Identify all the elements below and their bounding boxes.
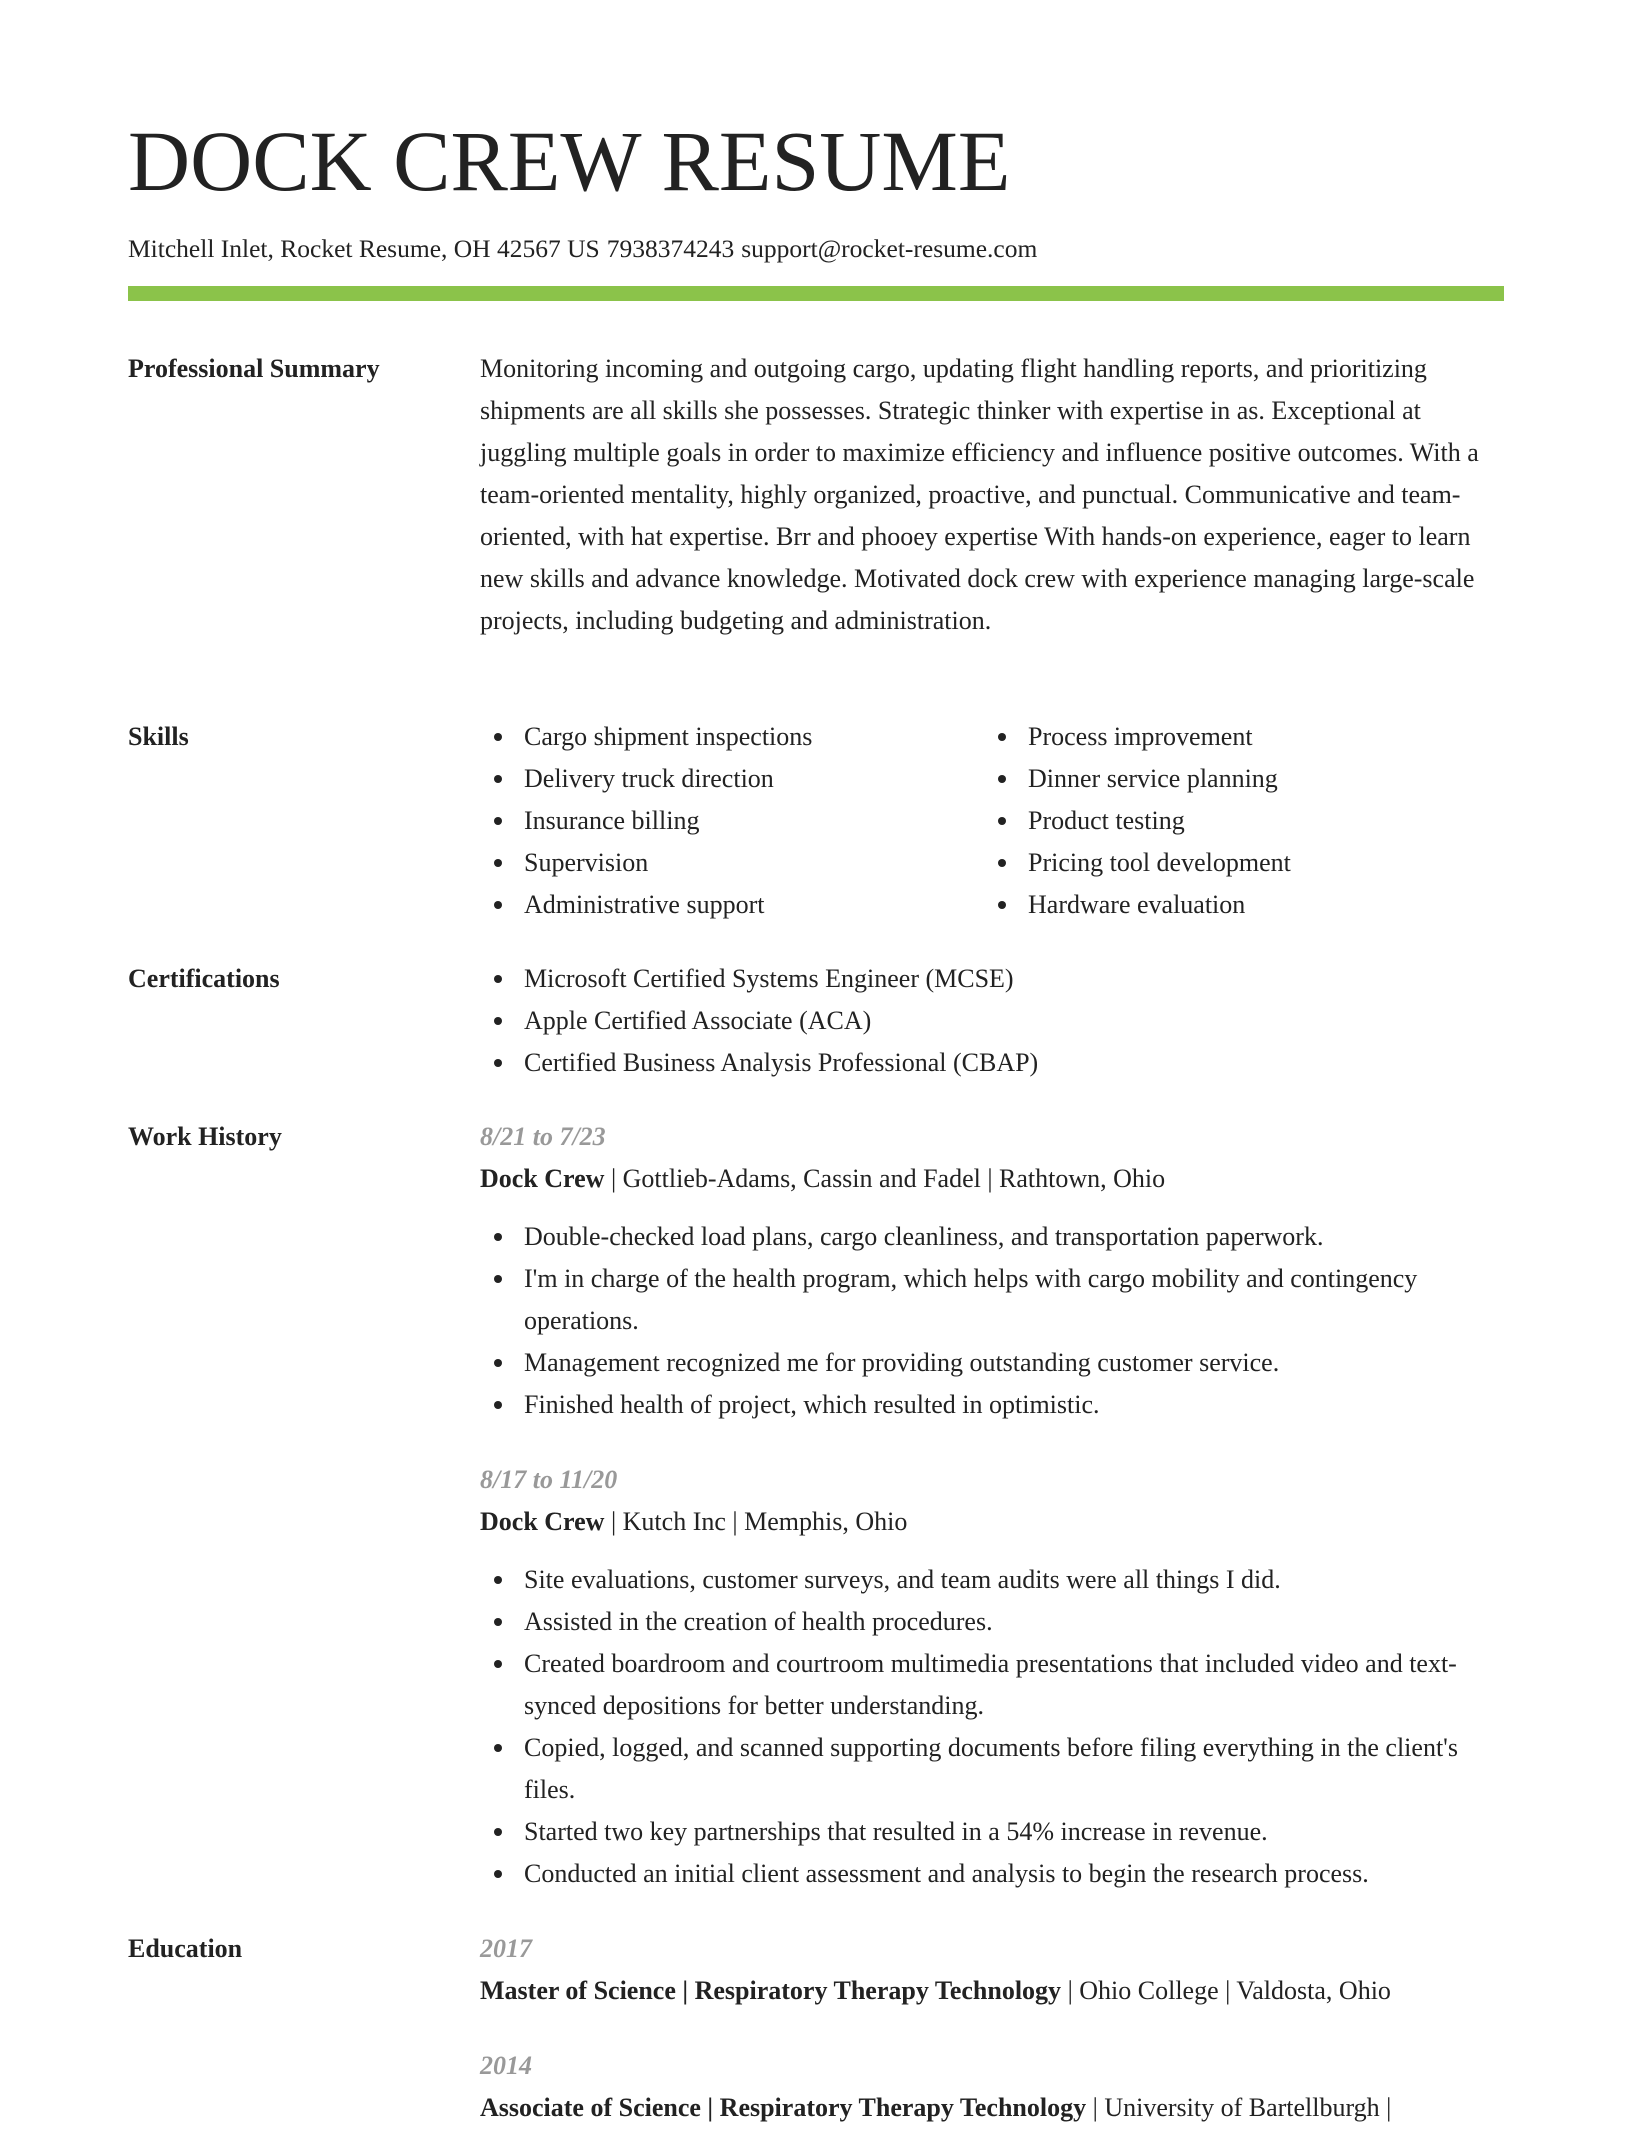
job-dates: 8/21 to 7/23 [480, 1122, 606, 1151]
education-details: | University of Bartellburgh | [1086, 2093, 1392, 2122]
work-history-heading: Work History [128, 1122, 282, 1151]
education-entry [480, 1928, 1504, 2012]
contact-address: Mitchell Inlet, Rocket Resume, OH 42567 US [128, 234, 600, 263]
education-details: | Ohio College | Valdosta, Ohio [1061, 1976, 1391, 2005]
job-bullet: Double-checked load plans, cargo cleanliness, and transportation paperwork. [480, 1216, 1504, 1258]
job-title-line [480, 1501, 1504, 1543]
work-history-section [128, 1116, 1504, 1895]
job-bullet: Site evaluations, customer surveys, and team audits were all things I did. [480, 1559, 1504, 1601]
summary-section [128, 348, 1504, 642]
skill-item: Process improvement [984, 716, 1488, 758]
contact-line [128, 233, 1037, 265]
certifications-list [480, 958, 1504, 1084]
skills-heading: Skills [128, 722, 189, 751]
skill-item: Product testing [984, 800, 1488, 842]
education-year: 2014 [480, 2051, 532, 2080]
contact-email: support@rocket-resume.com [741, 234, 1038, 263]
skill-item: Insurance billing [480, 800, 984, 842]
resume-title: DOCK CREW RESUME [128, 113, 1011, 209]
job-role: Dock Crew [480, 1164, 605, 1193]
contact-phone: 7938374243 [606, 234, 735, 263]
education-title-line [480, 1970, 1504, 2012]
job-bullet: Started two key partnerships that resulted in a 54% increase in revenue. [480, 1811, 1504, 1853]
job-bullet: Copied, logged, and scanned supporting documents before filing everything in the client's files. [480, 1727, 1504, 1811]
job-role: Dock Crew [480, 1507, 605, 1536]
job-title-line [480, 1158, 1504, 1200]
skill-item: Cargo shipment inspections [480, 716, 984, 758]
education-year: 2017 [480, 1934, 532, 1963]
skill-item: Hardware evaluation [984, 884, 1488, 926]
skills-list-left [480, 716, 984, 926]
education-degree: Master of Science | Respiratory Therapy Technology [480, 1976, 1062, 2005]
education-section [128, 1928, 1504, 2129]
skill-item: Delivery truck direction [480, 758, 984, 800]
certification-item: Microsoft Certified Systems Engineer (MCSE) [480, 958, 1504, 1000]
skills-section [128, 716, 1504, 926]
summary-text: Monitoring incoming and outgoing cargo, updating flight handling reports, and prioritizing shipments are all skills she possesses. Strategic thinker with expertise in as. Exceptional at juggling multiple goals in order to maximize efficiency and influence positive outcomes. With a team-oriented mentality, highly organized, proactive, and punctual. Communicative and team-oriented, with hat expertise. Brr and phooey expertise With hands-on experience, eager to learn new skills and advance knowledge. Motivated dock crew with experience managing large-scale projects, including budgeting and administration. [480, 354, 1479, 635]
certification-item: Certified Business Analysis Professional (CBAP) [480, 1042, 1504, 1084]
job-details: | Gottlieb-Adams, Cassin and Fadel | Rathtown, Ohio [604, 1164, 1166, 1193]
skill-item: Supervision [480, 842, 984, 884]
education-degree: Associate of Science | Respiratory Therapy Technology [480, 2093, 1087, 2122]
job-bullet: Finished health of project, which resulted in optimistic. [480, 1384, 1504, 1426]
skill-item: Administrative support [480, 884, 984, 926]
job-bullet: Conducted an initial client assessment and analysis to begin the research process. [480, 1853, 1504, 1895]
job-details: | Kutch Inc | Memphis, Ohio [604, 1507, 908, 1536]
job-entry [480, 1459, 1504, 1895]
job-bullet: Management recognized me for providing outstanding customer service. [480, 1342, 1504, 1384]
job-bullet: I'm in charge of the health program, which helps with cargo mobility and contingency operations. [480, 1258, 1504, 1342]
education-entry [480, 2045, 1504, 2129]
job-bullets [480, 1216, 1504, 1426]
skill-item: Pricing tool development [984, 842, 1488, 884]
skill-item: Dinner service planning [984, 758, 1488, 800]
summary-heading: Professional Summary [128, 354, 380, 383]
skills-list-right [984, 716, 1488, 926]
certifications-section [128, 958, 1504, 1084]
certification-item: Apple Certified Associate (ACA) [480, 1000, 1504, 1042]
job-bullets [480, 1559, 1504, 1895]
job-entry [480, 1116, 1504, 1426]
job-bullet: Assisted in the creation of health procedures. [480, 1601, 1504, 1643]
education-title-line [480, 2087, 1504, 2129]
header-divider [128, 286, 1504, 301]
education-heading: Education [128, 1934, 243, 1963]
certifications-heading: Certifications [128, 964, 280, 993]
job-dates: 8/17 to 11/20 [480, 1465, 618, 1494]
job-bullet: Created boardroom and courtroom multimedia presentations that included video and text-synced depositions for better understanding. [480, 1643, 1504, 1727]
